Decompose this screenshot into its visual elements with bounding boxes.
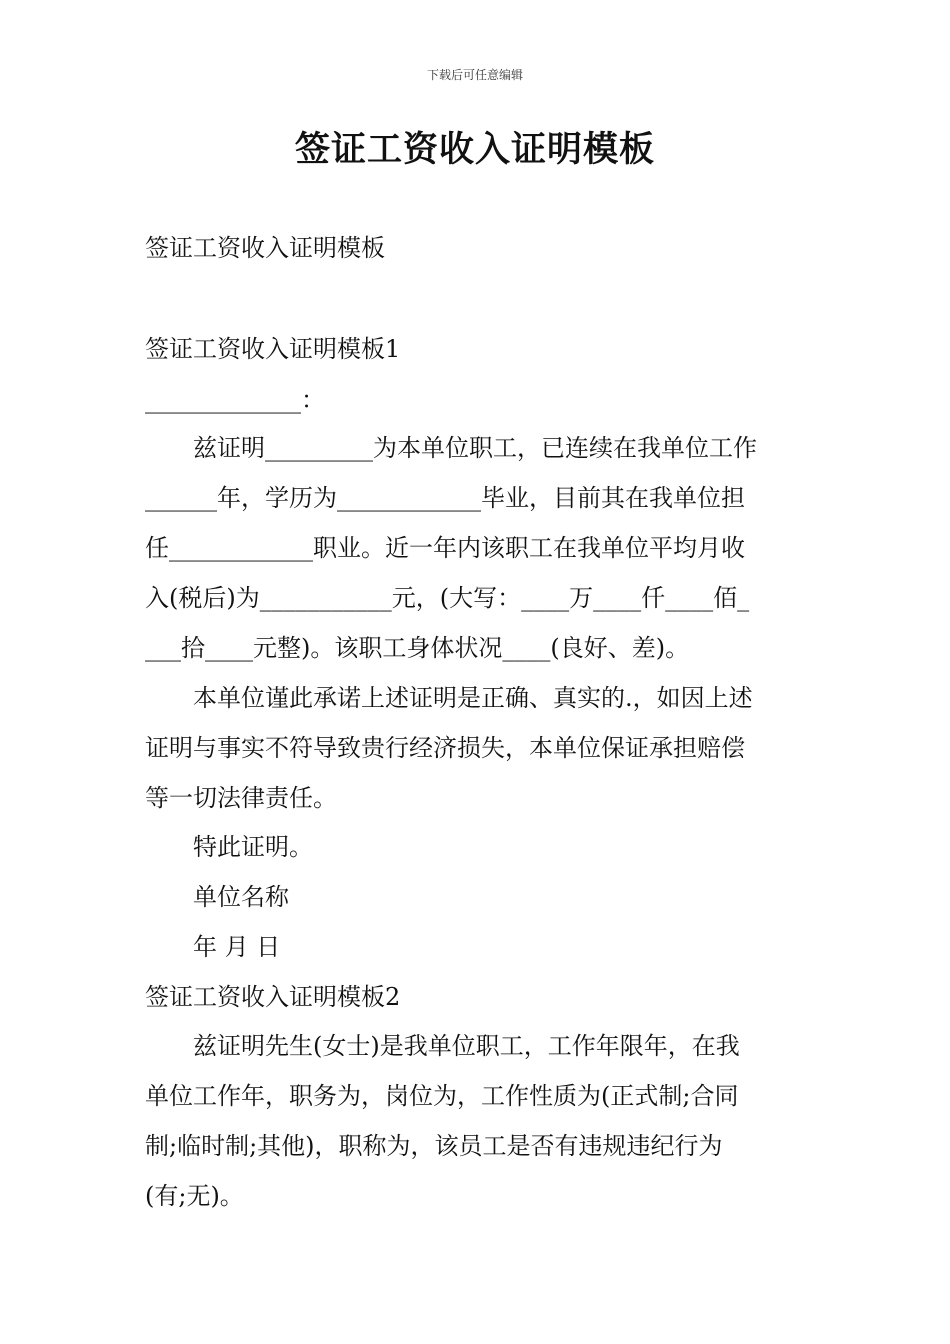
paragraph-line: 证明与事实不符导致贵行经济损失，本单位保证承担赔偿 [145, 734, 745, 762]
paragraph-line: 兹证明_________为本单位职工，已连续在我单位工作 [193, 434, 757, 462]
document-title: 签证工资收入证明模板 [294, 129, 655, 170]
paragraph-line: 本单位谨此承诺上述证明是正确、真实的.，如因上述 [193, 684, 753, 712]
paragraph-line: 入(税后)为___________元，(大写：____万____仟____佰_ [145, 584, 750, 612]
addressee-line: _____________： [145, 386, 325, 414]
section2-heading: 签证工资收入证明模板2 [145, 983, 401, 1011]
date-line: 年 月 日 [193, 933, 281, 961]
section2-paragraph-1 [145, 1021, 809, 1221]
paragraph-line: 制;临时制;其他)，职称为，该员工是否有违规违纪行为 [145, 1132, 723, 1160]
paragraph-line: 兹证明先生(女士)是我单位职工，工作年限年，在我 [193, 1032, 740, 1060]
closing-statement: 特此证明。 [193, 833, 313, 861]
paragraph-line: (有;无)。 [145, 1182, 244, 1210]
section1-paragraph-2 [145, 673, 809, 823]
header-note: 下载后可任意编辑 [426, 68, 523, 82]
section1-heading: 签证工资收入证明模板1 [145, 335, 401, 363]
paragraph-line: ______年，学历为____________毕业，目前其在我单位担 [145, 484, 745, 512]
paragraph-line: ___拾____元整)。该职工身体状况____(良好、差)。 [145, 634, 690, 662]
section1-paragraph-1 [145, 423, 809, 673]
paragraph-line: 任____________职业。近一年内该职工在我单位平均月收 [145, 534, 745, 562]
paragraph-line: 单位工作年，职务为，岗位为，工作性质为(正式制;合同 [145, 1082, 739, 1110]
organization-name: 单位名称 [193, 883, 289, 911]
document-subtitle: 签证工资收入证明模板 [145, 234, 385, 262]
paragraph-line: 等一切法律责任。 [145, 784, 337, 812]
